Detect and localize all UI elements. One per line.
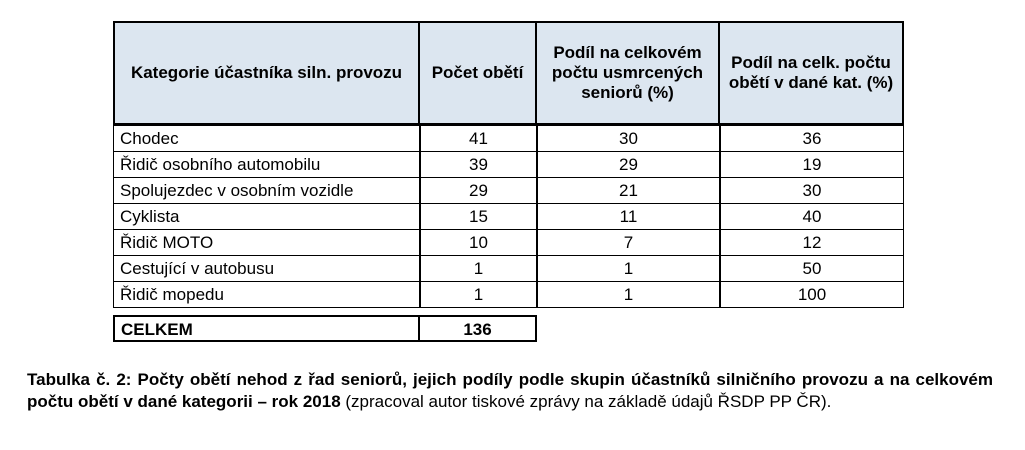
cell-category: Řidič osobního automobilu xyxy=(113,151,420,178)
cell-share-category: 36 xyxy=(720,125,904,152)
cell-count: 15 xyxy=(420,203,537,230)
cell-category: Cyklista xyxy=(113,203,420,230)
cell-count: 1 xyxy=(420,255,537,282)
table-caption xyxy=(27,369,993,413)
cell-count: 39 xyxy=(420,151,537,178)
victims-table xyxy=(113,21,904,343)
cell-category: Řidič MOTO xyxy=(113,229,420,256)
cell-count: 29 xyxy=(420,177,537,204)
cell-share-seniors: 21 xyxy=(537,177,720,204)
cell-share-category: 50 xyxy=(720,255,904,282)
cell-category: Cestující v autobusu xyxy=(113,255,420,282)
total-value: 136 xyxy=(418,315,537,342)
cell-share-seniors: 7 xyxy=(537,229,720,256)
cell-share-category: 12 xyxy=(720,229,904,256)
cell-category: Chodec xyxy=(113,125,420,152)
cell-share-seniors: 1 xyxy=(537,281,720,308)
cell-category: Řidič mopedu xyxy=(113,281,420,308)
cell-share-seniors: 29 xyxy=(537,151,720,178)
cell-count: 1 xyxy=(420,281,537,308)
header-share-of-seniors: Podíl na celkovém počtu usmrcených seniorů (%) xyxy=(535,21,720,125)
cell-share-seniors: 30 xyxy=(537,125,720,152)
cell-count: 41 xyxy=(420,125,537,152)
cell-share-category: 19 xyxy=(720,151,904,178)
caption-source-note: (zpracoval autor tiskové zprávy na základě údajů ŘSDP PP ČR). xyxy=(340,392,832,411)
cell-category: Spolujezdec v osobním vozidle xyxy=(113,177,420,204)
header-category: Kategorie účastníka siln. provozu xyxy=(113,21,420,125)
cell-share-category: 30 xyxy=(720,177,904,204)
cell-share-seniors: 1 xyxy=(537,255,720,282)
cell-share-seniors: 11 xyxy=(537,203,720,230)
caption-bold-text: Tabulka č. 2: Počty obětí nehod z řad seniorů, jejich podíly podle skupin účastníků silničního provozu a na celkovém počtu obětí v dané kategorii – rok 2018 xyxy=(27,370,993,411)
header-victim-count: Počet obětí xyxy=(418,21,537,125)
cell-count: 10 xyxy=(420,229,537,256)
total-label: CELKEM xyxy=(113,315,420,342)
cell-share-category: 100 xyxy=(720,281,904,308)
cell-share-category: 40 xyxy=(720,203,904,230)
header-share-in-category: Podíl na celk. počtu obětí v dané kat. (%) xyxy=(718,21,904,125)
